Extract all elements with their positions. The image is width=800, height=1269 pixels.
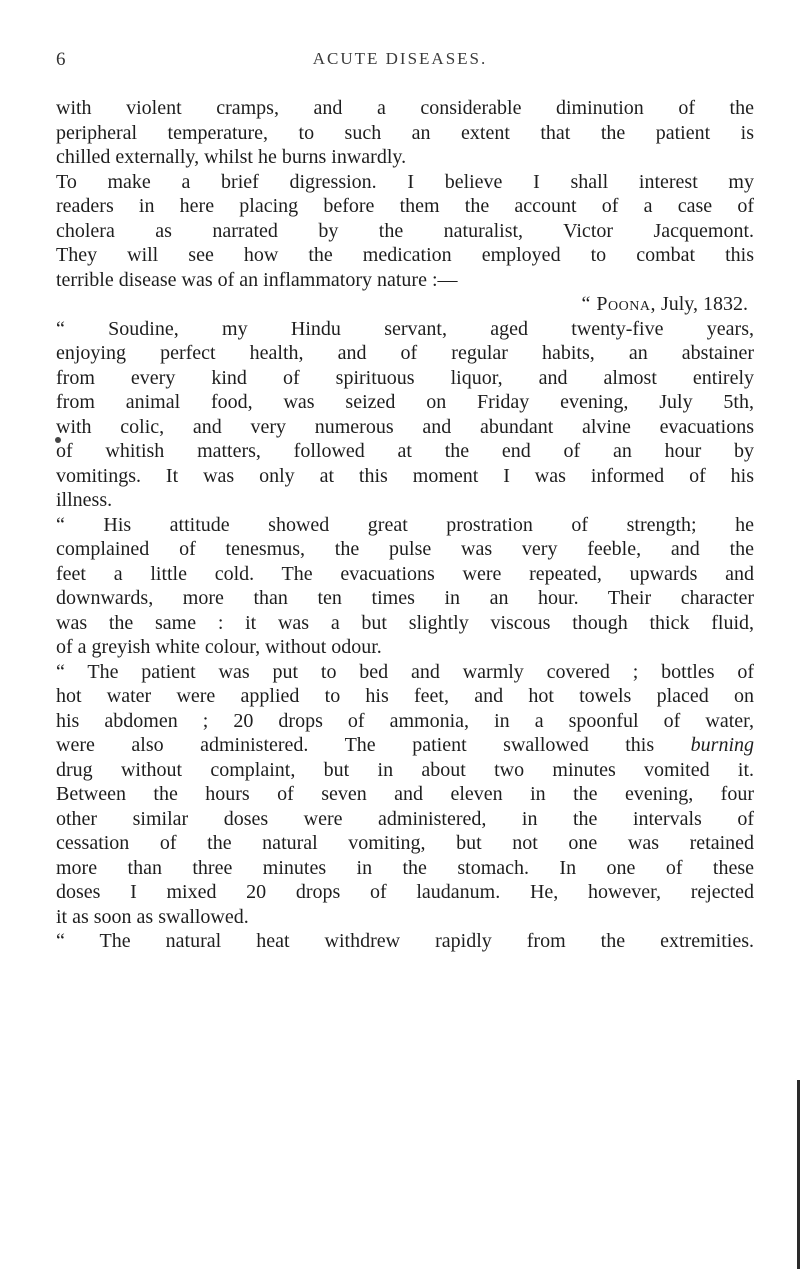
body-text xyxy=(56,96,754,954)
text-line: Between the hours of seven and eleven in the evening, four xyxy=(56,783,754,805)
text-line-part: were also administered. The patient swallowed this xyxy=(56,734,691,756)
text-line: terrible disease was of an inflammatory nature :— xyxy=(56,268,458,291)
page-number: 6 xyxy=(56,49,66,70)
text-line: feet a little cold. The evacuations were repeated, upwards and xyxy=(56,562,754,585)
text-line: of a greyish white colour, without odour. xyxy=(56,636,382,658)
text-line: of whitish matters, followed at the end of an hour by xyxy=(56,440,754,462)
letter-dateline xyxy=(56,292,754,317)
text-line: with colic, and very numerous and abundant alvine evacuations xyxy=(56,415,754,438)
running-head xyxy=(0,49,800,75)
text-line: cholera as narrated by the naturalist, Victor Jacquemont. xyxy=(56,219,754,242)
text-line: his abdomen ; 20 drops of ammonia, in a spoonful of water, xyxy=(56,709,754,732)
text-line: it as soon as swallowed. xyxy=(56,905,249,928)
text-line: readers in here placing before them the account of a case of xyxy=(56,195,754,217)
text-line: To make a brief digression. I believe I shall interest my xyxy=(56,170,754,193)
text-line: other similar doses were administered, in the intervals of xyxy=(56,807,754,830)
text-line: peripheral temperature, to such an extent that the patient is xyxy=(56,121,754,144)
text-line: cessation of the natural vomiting, but not one was retained xyxy=(56,832,754,854)
text-line: with violent cramps, and a considerable diminution of the xyxy=(56,97,754,119)
text-line: “ The patient was put to bed and warmly covered ; bottles of xyxy=(56,660,754,683)
text-line xyxy=(56,733,754,758)
text-line: hot water were applied to his feet, and hot towels placed on xyxy=(56,685,754,707)
text-line: “ Soudine, my Hindu servant, aged twenty-five years, xyxy=(56,317,754,340)
text-line: from every kind of spirituous liquor, and almost entirely xyxy=(56,366,754,389)
dateline-date: July, 1832. xyxy=(660,293,748,315)
text-line: chilled externally, whilst he burns inwardly. xyxy=(56,146,407,168)
text-line: was the same : it was a but slightly viscous though thick fluid, xyxy=(56,611,754,634)
text-line: “ The natural heat withdrew rapidly from the extremities. xyxy=(56,930,754,952)
text-line: more than three minutes in the stomach. In one of these xyxy=(56,856,754,879)
text-line: illness. xyxy=(56,489,113,511)
running-title: ACUTE DISEASES. xyxy=(312,49,488,68)
text-line: from animal food, was seized on Friday evening, July 5th, xyxy=(56,391,754,413)
italic-word: burning xyxy=(690,734,754,756)
text-line: downwards, more than ten times in an hour. Their character xyxy=(56,587,754,609)
text-line: drug without complaint, but in about two minutes vomited it. xyxy=(56,758,754,781)
text-line: complained of tenesmus, the pulse was very feeble, and the xyxy=(56,538,754,560)
dateline-place: “ Poona, xyxy=(581,293,656,315)
text-line: enjoying perfect health, and of regular habits, an abstainer xyxy=(56,342,754,364)
text-line: doses I mixed 20 drops of laudanum. He, however, rejected xyxy=(56,881,754,903)
text-line: They will see how the medication employed to combat this xyxy=(56,244,754,266)
text-line: “ His attitude showed great prostration of strength; he xyxy=(56,513,754,536)
text-line: vomitings. It was only at this moment I was informed of his xyxy=(56,464,754,487)
